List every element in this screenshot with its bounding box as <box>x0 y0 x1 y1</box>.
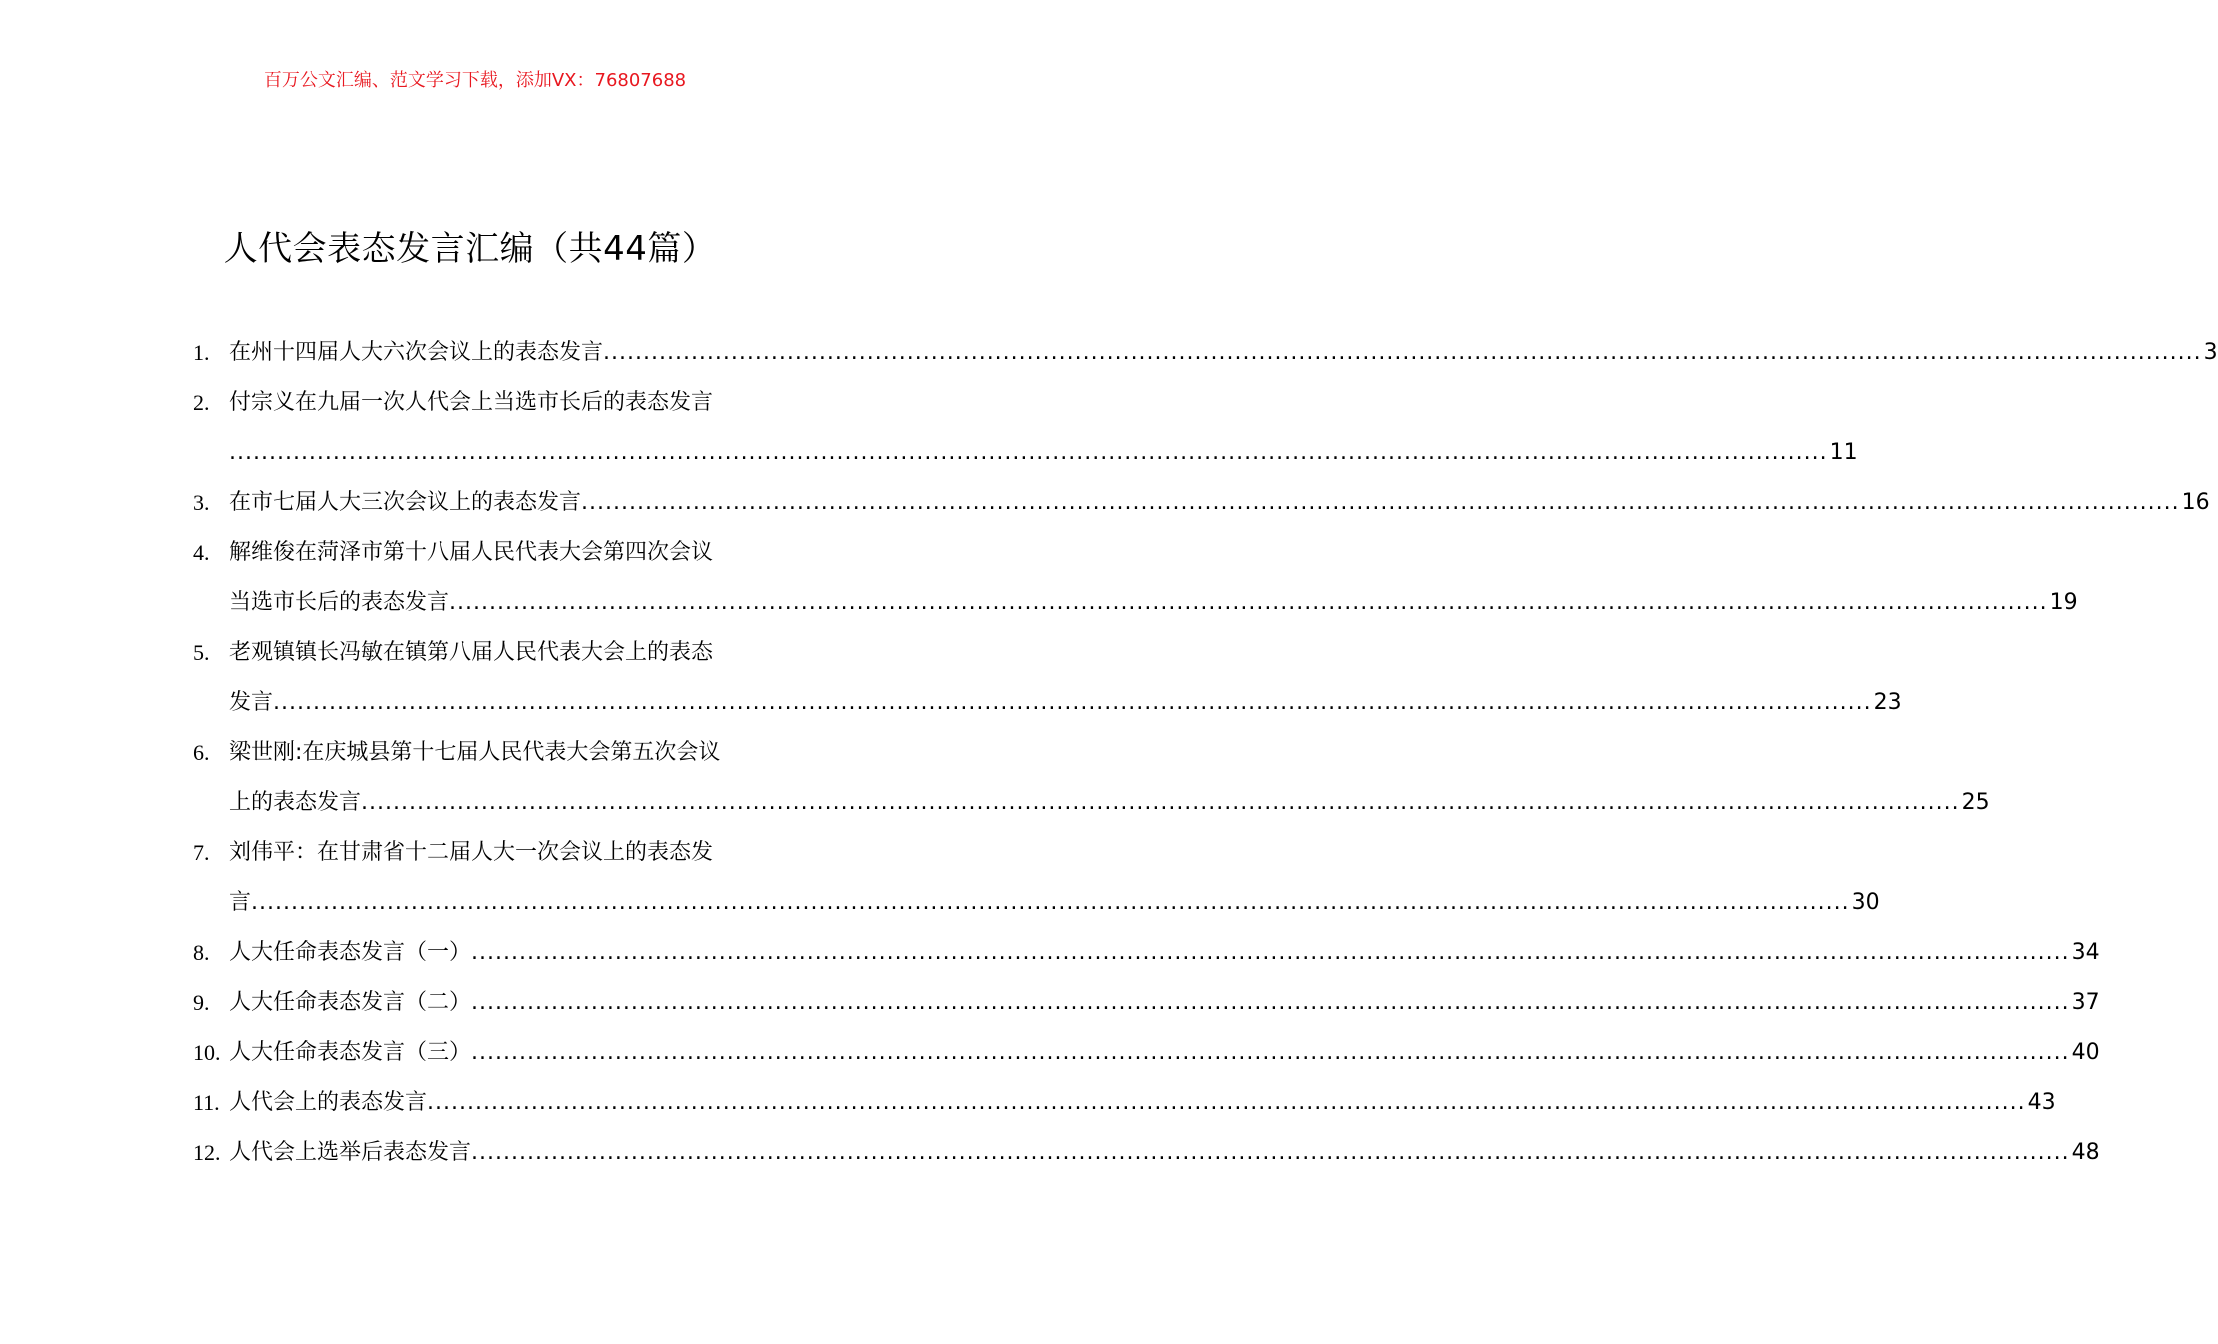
toc-dot-leader: ........................................................................................................................................................................................................ <box>471 1140 2070 1165</box>
toc-entry-page: 25 <box>1961 790 1990 815</box>
toc-entry[interactable] <box>193 828 1880 928</box>
toc-entry-title: 刘伟平：在甘肃省十二届人大一次会议上的表态发 <box>229 840 714 865</box>
toc-entry[interactable] <box>193 978 2100 1028</box>
table-of-contents <box>193 328 2218 1178</box>
toc-entry-title: 当选市长后的表态发言 <box>229 590 450 615</box>
toc-entry-number: 2. <box>193 390 210 415</box>
toc-entry-line <box>229 528 2078 578</box>
document-title: 人代会表态发言汇编（共44篇） <box>223 229 717 269</box>
toc-entry-title: 言 <box>229 890 252 915</box>
toc-entry-body <box>229 1128 2100 1178</box>
toc-entry-title: 人大任命表态发言（二） <box>229 990 472 1015</box>
toc-entry-page: 19 <box>2049 590 2078 615</box>
toc-entry[interactable] <box>193 1078 2056 1128</box>
toc-entry-body <box>229 728 1990 828</box>
toc-entry-page: 23 <box>1873 690 1902 715</box>
toc-entry-title: 人大任命表态发言（一） <box>229 940 472 965</box>
toc-entry-body <box>229 328 2218 378</box>
toc-entry-body <box>229 528 2078 628</box>
toc-entry-page: 11 <box>1829 440 1858 465</box>
toc-entry-page: 43 <box>2027 1090 2056 1115</box>
toc-entry[interactable] <box>193 328 2218 378</box>
toc-entry-body <box>229 828 1880 928</box>
toc-entry-line <box>229 728 1990 778</box>
toc-entry-number: 3. <box>193 490 210 515</box>
toc-entry-line <box>229 828 1880 878</box>
toc-entry-body <box>229 478 2210 528</box>
toc-entry[interactable] <box>193 1028 2100 1078</box>
toc-entry-page: 48 <box>2071 1140 2100 1165</box>
toc-entry-body <box>229 978 2100 1028</box>
toc-entry-page: 16 <box>2181 490 2210 515</box>
toc-entry-number: 8. <box>193 940 210 965</box>
toc-entry[interactable] <box>193 628 1902 728</box>
toc-entry-number: 1. <box>193 340 210 365</box>
toc-entry-page: 3 <box>2203 340 2218 365</box>
toc-entry-line <box>229 378 1858 428</box>
toc-entry-number: 12. <box>193 1140 221 1165</box>
toc-entry[interactable] <box>193 928 2100 978</box>
toc-entry-body <box>229 378 1858 478</box>
toc-entry-title: 上的表态发言 <box>229 790 362 815</box>
toc-entry-number: 11. <box>193 1090 220 1115</box>
toc-entry-title: 在市七届人大三次会议上的表态发言 <box>229 490 582 515</box>
toc-entry[interactable] <box>193 378 1858 478</box>
toc-dot-leader: ........................................................................................................................................................................................................ <box>449 590 2048 615</box>
toc-entry-line <box>229 928 2100 978</box>
toc-dot-leader: ........................................................................................................................................................................................................ <box>251 890 1850 915</box>
toc-entry-number: 10. <box>193 1040 221 1065</box>
toc-entry-title: 发言 <box>229 690 274 715</box>
toc-dot-leader: ........................................................................................................................................................................................................ <box>427 1090 2026 1115</box>
toc-entry-number: 6. <box>193 740 210 765</box>
toc-dot-leader: ........................................................................................................................................................................................................ <box>229 440 1828 465</box>
toc-entry-line <box>229 428 1858 478</box>
toc-dot-leader: ........................................................................................................................................................................................................ <box>471 990 2070 1015</box>
toc-dot-leader: ........................................................................................................................................................................................................ <box>361 790 1960 815</box>
toc-entry-page: 37 <box>2071 990 2100 1015</box>
toc-dot-leader: ........................................................................................................................................................................................................ <box>273 690 1872 715</box>
toc-entry-title: 人代会上选举后表态发言 <box>229 1140 472 1165</box>
header-note: 百万公文汇编、范文学习下载，添加VX：76807688 <box>263 70 687 91</box>
toc-entry-title: 解维俊在菏泽市第十八届人民代表大会第四次会议 <box>229 540 714 565</box>
toc-entry-page: 40 <box>2071 1040 2100 1065</box>
toc-entry-body <box>229 628 1902 728</box>
toc-entry-line <box>229 878 1880 928</box>
toc-entry-page: 34 <box>2071 940 2100 965</box>
toc-entry-line <box>229 1078 2056 1128</box>
toc-entry[interactable] <box>193 1128 2100 1178</box>
toc-entry[interactable] <box>193 478 2210 528</box>
toc-dot-leader: ........................................................................................................................................................................................................ <box>581 490 2180 515</box>
toc-entry-title: 梁世刚:在庆城县第十七届人民代表大会第五次会议 <box>229 740 721 765</box>
toc-entry-title: 在州十四届人大六次会议上的表态发言 <box>229 340 604 365</box>
toc-entry-line <box>229 578 2078 628</box>
toc-entry-number: 4. <box>193 540 210 565</box>
toc-entry-title: 老观镇镇长冯敏在镇第八届人民代表大会上的表态 <box>229 640 714 665</box>
toc-entry-line <box>229 978 2100 1028</box>
toc-dot-leader: ........................................................................................................................................................................................................ <box>603 340 2202 365</box>
toc-entry-page: 30 <box>1851 890 1880 915</box>
toc-entry-body <box>229 1078 2056 1128</box>
toc-entry-line <box>229 1028 2100 1078</box>
toc-entry[interactable] <box>193 728 1990 828</box>
toc-entry-line <box>229 778 1990 828</box>
toc-entry-body <box>229 928 2100 978</box>
toc-entry[interactable] <box>193 528 2078 628</box>
toc-entry-title: 人代会上的表态发言 <box>229 1090 428 1115</box>
toc-dot-leader: ........................................................................................................................................................................................................ <box>471 940 2070 965</box>
toc-entry-number: 9. <box>193 990 210 1015</box>
toc-entry-number: 5. <box>193 640 210 665</box>
toc-entry-title: 付宗义在九届一次人代会上当选市长后的表态发言 <box>229 390 714 415</box>
toc-entry-line <box>229 1128 2100 1178</box>
toc-entry-title: 人大任命表态发言（三） <box>229 1040 472 1065</box>
toc-entry-body <box>229 1028 2100 1078</box>
toc-dot-leader: ........................................................................................................................................................................................................ <box>471 1040 2070 1065</box>
toc-entry-line <box>229 328 2218 378</box>
toc-entry-number: 7. <box>193 840 210 865</box>
toc-entry-line <box>229 478 2210 528</box>
toc-entry-line <box>229 628 1902 678</box>
toc-entry-line <box>229 678 1902 728</box>
